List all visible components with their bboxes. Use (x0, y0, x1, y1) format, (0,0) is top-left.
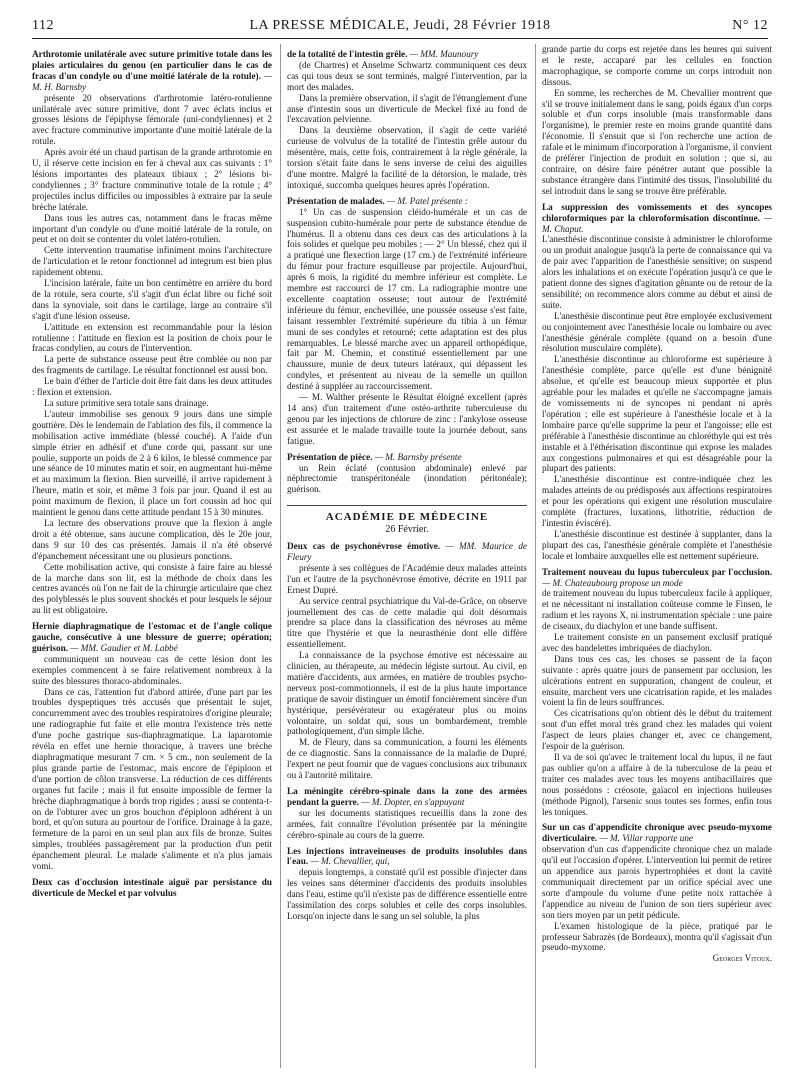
paragraph: sur les documents statistiques recueillis dans la zone des armées, fait connaître l'évolution présentée par la méningite cérébro-spinale au cours de la guerre. (287, 807, 527, 840)
heading-title: Traitement nouveau du lupus tuberculeux par l'occlusion. (542, 566, 772, 577)
column-right (542, 44, 772, 1068)
paragraph: La lecture des observations prouve que la flexion à angle droit a été obtenue, sans aucune complication, dès le 20e jour, dans 9 sur 10 des cas présentés. Jamais il n'a été observé d'épanchement nécessitant une ou plusieurs ponctions. (32, 517, 272, 561)
article-heading (32, 877, 272, 899)
paragraph: L'attitude en extension est recommandable pour la lésion rotulienne : l'attitude en flexion est la position de choix pour le fracas condylien, au cours de l'intervention. (32, 321, 272, 354)
heading-title: Présentation de malades. (287, 195, 385, 206)
paragraph: En somme, les recherches de M. Chevallier montrent que s'il se trouve initialement dans le sang, poids égaux d'un corps soluble et d'un corps insoluble (mais transformable dans l'organisme), le premier reste en moins grande quantité dans l'économie. Il s'ensuit que si l'on recherche une action de rafale et le minimum d'incorporation à l'organisme, il convient de préférer l'injection de produit en solution ; que si, au contraire, on désire faire pénétrer autant que possible la substance étrangère dans l'intimité des tissus, l'insolubilité du sel introduit dans le sang se trouve être préférable. (542, 87, 772, 196)
article-heading (287, 846, 527, 868)
column-divider (535, 44, 536, 1068)
paragraph: — M. Walther présente le Résultat éloigné excellent (après 14 ans) d'un traitement d'une ostéo-arthrite tuberculeuse du genou par les injections de chlorure de zinc : l'ankylose osseuse est assurée et le malade travaille toute la journée debout, sans fatigue. (287, 392, 527, 446)
paragraph: L'anesthésie discontinue est destinée à supplanter, dans la plupart des cas, l'anesthésie générale complète et l'anesthésie locale et lombaire auxquelles elle est nettement supérieure. (542, 528, 772, 561)
paragraph: Cette mobilisation active, qui consiste à faire faire au blessé de la marche dans son lit, est la méthode de choix dans les centres avancés où l'on ne fait de la chirurgie articulaire que chez des polyblessés le plus souvent shockés et pour lesquels le séjour au lit est obligatoire. (32, 561, 272, 616)
paragraph: La connaissance de la psychose émotive est nécessaire au clinicien, au thérapeute, au médecin légiste surtout. Au civil, en matière d'accidents, aux armées, en matière de troubles psycho-nerveux post-commotionnels, il est de la plus haute importance pratique de savoir distinguer un émotif foncièrement sincère d'un hystérique, persévérateur ou exagérateur plus ou moins volontaire, un soldat qui, sous un bombardement, tremble pathologiquement, d'un simple lâche. (287, 650, 527, 737)
heading-author: — MM. Gaudier et M. Labbé (70, 642, 178, 653)
paragraph: Dans tous les autres cas, notamment dans le fracas même important d'un condyle ou d'une moitié latérale de la rotule, on peut et on doit se contenter du volet latéro-rotulien. (32, 212, 272, 245)
article-heading (542, 202, 772, 235)
paragraph: Après avoir été un chaud partisan de la grande arthrotomie en U, il réserve cette incision en fer à cheval aux cas suivants : 1° lésions importantes des plateaux tibiaux ; 2° lésions bi-condyliennes ; 3° fracture comminutive totale de la rotule ; 4° projectiles inclus difficiles ou impossibles à extraire par la seule brèche latérale. (32, 147, 272, 212)
issue-number: N° 12 (732, 18, 768, 33)
heading-title: La suppression des vomissements et des syncopes chloroformiques par la chloroformisation discontinue. (542, 201, 772, 223)
heading-author: — MM. Maurice de Fleury (287, 541, 527, 562)
paragraph: grande partie du corps est rejetée dans les heures qui suivent et le reste, accaparé par les cellules en fonction macrophagique, se comporte comme un corps introduit non dissous. (542, 44, 772, 87)
heading-author: — M. Patel présente : (387, 195, 468, 206)
heading-title: de la totalité de l'intestin grêle. (287, 49, 408, 59)
paragraph: depuis longtemps, a constaté qu'il est possible d'injecter dans les veines sans déterminer d'accidents des produits insolubles dans l'eau, estime qu'il n'existe pas de différence essentielle entre l'assimilation des corps solubles et celle des corps insolubles. Lorsqu'on injecte dans le sang un sel soluble, la plus (287, 867, 527, 921)
paragraph: un Rein éclaté (contusion abdominale) enlevé par néphrectomie transpéritonéale (inondation péritonéale); guérison. (287, 462, 527, 495)
heading-author: — M. Villar rapporte une (599, 833, 693, 844)
paragraph: observation d'un cas d'appendicite chronique chez un malade qu'il eut l'occasion d'opérer. L'intervention lui permit de retirer un appendice aux parois hypertrophiées et dont la cavité communiquait directement par un orifice spécial avec une sorte d'ampoule du volume d'une petite noix rattachée à l'appendice au niveau de l'union de son tiers supérieur avec son tiers moyen par un petit pédicule. (542, 844, 772, 920)
article-heading (32, 621, 272, 654)
paragraph: Il va de soi qu'avec le traitement local du lupus, il ne faut pas oublier qu'on a affaire à de la tuberculose de la peau et traiter ces malades avec tous les moyens antibacillaires que nous possédons : créosote, gaïacol en injections huileuses (méthode Pignol), l'arsenic sous toutes ses formes, enfin tous les toniques. (542, 752, 772, 817)
heading-author: — M. Chateaubourg propose un mode (542, 577, 683, 588)
paragraph: Au service central psychiatrique du Val-de-Grâce, on observe journellement des cas de cette maladie qui doit désormais prendre sa place dans la classification des névroses au même titre que l'hystérie et que la neurasthénie dont elle diffère essentiellement. (287, 595, 527, 650)
heading-title: Deux cas de psychonévrose émotive. (287, 541, 441, 552)
heading-author: — M. Dopter, en s'appuyant (361, 796, 465, 807)
article-heading (287, 786, 527, 808)
paragraph: Dans tous ces cas, les choses se passent de la façon suivante : après quatre jours de pansement par occlusion, les ulcérations entrent en suppuration, changent de couleur, et ensuite, marchent vers une cicatrisation rapide, et les malades voient la fin de leurs souffrances. (542, 653, 772, 708)
header-rule (32, 38, 768, 39)
paragraph: Dans ce cas, l'attention fut d'abord attirée, d'une part par les troubles dyspeptiques très accusés que présentait le sujet, concurremment avec des troubles respiratoires d'origine pleurale; une radiographie fut faite et elle montra l'existence très nette d'une poche gastrique sus-diaphragmatique. La laparotomie révéla en effet une hernie thoracique, à travers une brèche diaphragmatique mesurant 7 cm. × 5 cm., non seulement de la plus grande partie de l'estomac, mais encore de l'épiploon et d'une portion de côlon transverse. La réduction de ces différents organes fut facile ; mais il fut ensuite impossible de fermer la brèche diaphragmatique à bords trop rigides ; aussi se contenta-t-on de l'obturer avec un gros bouchon d'épiploon adhérent à un bord, et qu'on sutura au pourtour de l'orifice. Drainage à la gaze, fermeture de la paroi en un seul plan aux fils de bronze. Suites simples, troublées passagèrement par la production d'un petit épanchement pleural. Le malade s'alimente et n'a plus jamais vomi. (32, 686, 272, 872)
paragraph: Cette intervention traumatise infiniment moins l'architecture de l'articulation et le retour fonctionnel ad integrum est bien plus rapidement obtenu. (32, 245, 272, 278)
article-heading (32, 49, 272, 93)
page-number: 112 (32, 18, 54, 33)
column-divider (280, 44, 281, 1068)
section-date: 26 Février. (385, 524, 429, 536)
paragraph: Dans la première observation, il s'agit de l'étranglement d'une anse d'intestin sous un diverticule de Meckel fixé au fond de l'excavation pelvienne. (287, 92, 527, 125)
section-title: ACADÉMIE DE MÉDECINE (287, 505, 527, 523)
heading-author: — M. Barnsby présente (374, 451, 462, 462)
paragraph: (de Chartres) et Anselme Schwartz communiquent ces deux cas qui tous deux se sont terminés, malgré l'intervention, par la mort des malades. (287, 59, 527, 92)
article-heading (287, 196, 527, 207)
heading-author: — MM. Maunoury (409, 49, 479, 59)
paragraph: La perte de substance osseuse peut être comblée ou non par des fragments de cartilage. Le résultat fonctionnel est aussi bon. (32, 354, 272, 376)
article-heading (287, 541, 527, 563)
paragraph: Le traitement consiste en un pansement exclusif pratiqué avec des bandelettes imbriquées de diachylon. (542, 632, 772, 653)
paragraph: Le bain d'éther de l'article doit être fait dans les deux attitudes : flexion et extension. (32, 376, 272, 398)
paragraph: communiquent un nouveau cas de cette lésion dont les exemples commencent à se faire relativement nombreux à la suite des blessures thoraco-abdominales. (32, 653, 272, 686)
paragraph: 1° Un cas de suspension cléido-humérale et un cas de suspension cubito-humérale pour perte de substance étendue de l'humérus. Il a obtenu dans ces deux cas des articulations à la fois solides et quelque peu mobiles ; — 2° Un blessé, chez qui il a pratiqué une flexection large (17 cm.) de l'extrémité inférieure du fémur pour fracture esquilleuse par projectile. Aujourd'hui, après 6 mois, la rigidité du membre inférieur est complète. Le membre est raccourci de 17 cm. La radiographie montre une excellente coaptation osseuse; tout autour de l'extrémité inférieure du fémur, enchevillée, une poussée osseuse s'est faite, faisant ressembler l'extrémité supérieure du tibia à un fémur muni de ses condyles et retourné; cette adaptation est des plus remarquables. Le blessé marche avec un appareil orthopédique, fait par M. Chemin, et constitué essentiellement par une chaussure, munie de deux tuteurs latéraux, qui dépassent les condyles, et présentent au niveau de la semelle un quillon destiné à suppléer au raccourcissement. (287, 206, 527, 392)
paragraph: présente à ses collègues de l'Académie deux malades atteints l'un et l'autre de la psychonévrose émotive, décrite en 1911 par Ernest Dupré. (287, 562, 527, 595)
author-signature: Georges Vitoux. (712, 953, 772, 964)
paragraph: Dans la deuxième observation, il s'agit de cette variété curieuse de volvulus de la totalité de l'intestin grêle autour du mésentère, mais, cette fois, contrairement à la règle générale, la torsion s'était faite dans le sens inverse de celui des aiguilles d'une montre. Malgré la facilité de la détorsion, le malade, très intoxiqué, succomba quelques heures après l'opération. (287, 125, 527, 190)
heading-title: Sur un cas d'appendicite chronique avec pseudo-myxome diverticulaire. (542, 822, 772, 844)
paragraph: de traitement nouveau du lupus tuberculeux facile à appliquer, et ne nécessitant ni installation coûteuse comme le Finsen, le radium et les rayons X, ni instrumentation spéciale : une paire de ciseaux, du diachylon et une bande suffisent. (542, 588, 772, 632)
paragraph: Ces cicatrisations qu'on obtient dès le début du traitement sont d'un effet moral très grand chez les malades qui voient l'aspect de leurs plaies changer et, avec ce changement, l'espoir de la guérison. (542, 708, 772, 752)
article-heading (542, 567, 772, 589)
paragraph: présente 20 observations d'arthrotomie latéro-rotulienne unilatérale avec suture primitive, dont 7 avec éclats inclus et grosses lésions de l'épiphyse fémorale (uni-condyliennes) et 2 avec fracture comminutive importante d'une moitié latérale de la rotule. (32, 92, 272, 147)
paragraph: L'auteur immobilise ses genoux 9 jours dans une simple gouttière. Dès le lendemain de l'ablation des fils, il commence la mobilisation active immédiate (blessé couché). A l'aide d'un simple étrier en adhésif et d'une corde qui, passant sur une poulie, supporte un poids de 2 à 6 kilos, le blessé commence par une séance de 10 minutes matin et soir, en augmentant hui-même et au maximum la flexion. Bien surveillé, il arrive rapidement à l'heure, matin et soir, et même 3 fois par jour. Quand il est au point maximum de flexion, il place un fort coussin ad hoc qui maintient le genou dans cette attitude pendant 15 à 30 minutes. (32, 408, 272, 518)
article-heading (542, 822, 772, 844)
heading-author: — M. Chevallier, qui, (310, 856, 390, 867)
article-heading (287, 49, 527, 60)
paragraph: L'anesthésie discontinue au chloroforme est supérieure à l'anesthésie complète, parce qu'elle est d'une bénignité absolue, et qu'elle est beaucoup mieux supportée et plus agréable pour les malades et qu'elle ne s'accompagne jamais de vomissements ni de syncopes ni pendant ni après l'opération ; elle est supérieure à l'anesthésie locale et à la lombaire parce qu'elle supprime la peur et l'angoisse; elle est préférable à l'anesthésie discontinue au chloréthyle qui est très instable et à l'éthérisation discontinue qui expose les malades aux congestions pulmonaires et qui est désagréable pour la plupart des patients. (542, 354, 772, 474)
paragraph: L'anesthésie discontinue peut être employée exclusivement ou conjointement avec l'anesthésie locale ou lombaire ou avec l'anesthésie générale complète (quand on a besoin d'une résolution musculaire complète). (542, 310, 772, 354)
journal-title: LA PRESSE MÉDICALE, Jeudi, 28 Février 1918 (249, 18, 551, 33)
column-middle (287, 44, 527, 1068)
heading-title: Présentation de pièce. (287, 451, 373, 462)
paragraph: L'anesthésie discontinue est contre-indiquée chez les malades atteints de ou prédisposés aux affections respiratoires et pour les opérations qui exigent une résolution musculaire complète (fractures, luxations, lithotritie, réduction de l'intestin éviscéré). (542, 474, 772, 528)
column-left (32, 44, 272, 1068)
heading-author: — M. H. Barnsby (32, 70, 272, 92)
paragraph: L'incision latérale, faite un bon centimètre en arrière du bord de la rotule, sera courte, s'il s'agit d'un éclat libre ou fiché soit dans la synoviale, soit dans le cartilage, large au contraire s'il s'agit d'une lésion osseuse. (32, 278, 272, 321)
heading-author: — M. Chaput. (542, 212, 772, 234)
paragraph: M. de Fleury, dans sa communication, a fourni les éléments de ce diagnostic. Sans la connaissance de la maladie de Dupré, l'expert ne peut fournir que de vagues conclusions aux tribunaux ou à l'autorité militaire. (287, 737, 527, 781)
heading-title: Hernie diaphragmatique de l'estomac et de l'angle colique gauche, consécutive à une blessure de guerre; opération; guérison. (32, 621, 272, 653)
page-header (32, 18, 768, 36)
heading-title: Arthrotomie unilatérale avec suture primitive totale dans les plaies articulaires du genou (en particulier dans le cas de fracas d'un condyle ou d'une moitié latérale de la rotule). (32, 49, 272, 81)
heading-title: Les injections intraveineuses de produits insolubles dans l'eau. (287, 845, 527, 867)
heading-title: Deux cas d'occlusion intestinale aiguë par persistance du diverticule de Meckel et par volvulus (32, 876, 272, 898)
paragraph: La suture primitive sera totale sans drainage. (44, 398, 209, 408)
article-heading (287, 452, 527, 463)
paragraph: L'anesthésie discontinue consiste à administrer le chloroforme ou un produit analogue jusqu'à la perte de connaissance qui va de pair avec l'apparition de l'anesthésie sensitive; on suspend alors les inhalations et on exécute l'opération jusqu'à ce que le patient donne des signes d'agitation gênante ou de retour de la sensibilité; on recommence alors comme au début et ainsi de suite. (542, 234, 772, 310)
heading-title: La méningite cérébro-spinale dans la zone des armées pendant la guerre. (287, 786, 527, 807)
paragraph: L'examen histologique de la pièce, pratiqué par le professeur Sabrazès (de Bordeaux), montra qu'il s'agissait d'un pseudo-myxome. (542, 920, 772, 953)
